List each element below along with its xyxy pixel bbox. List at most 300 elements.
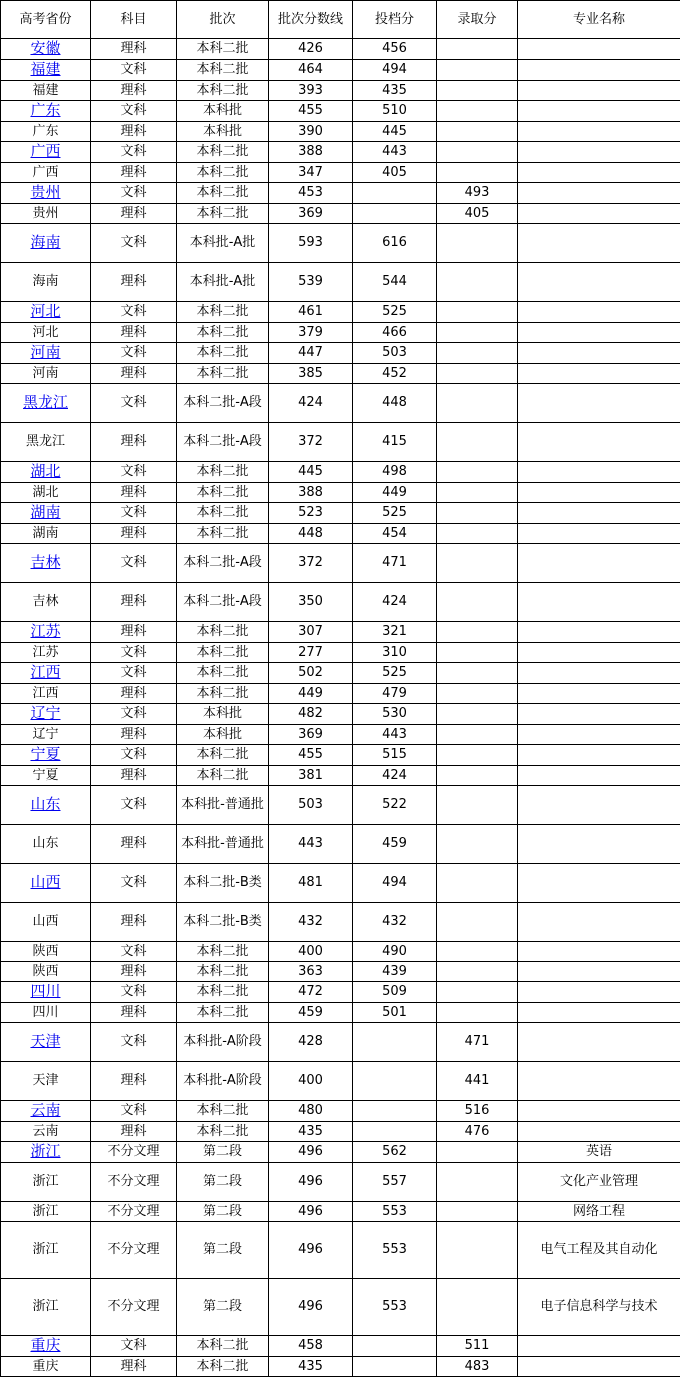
province-link[interactable]: 天津 [30,1032,60,1050]
subject-cell: 文科 [91,302,177,323]
batch-cell: 本科批-A阶段 [177,1062,269,1101]
toudang-score-cell [353,1023,437,1062]
luqu-score-cell: 476 [437,1122,518,1142]
luqu-score-cell [437,163,518,183]
major-cell: 电子信息科学与技术 [518,1279,680,1336]
province-link[interactable]: 山东 [30,795,60,813]
table-row [1,101,680,122]
province-text: 浙江 [32,1174,58,1189]
province-link[interactable]: 安徽 [30,39,60,57]
luqu-score-cell [437,263,518,302]
table-row [1,1163,680,1202]
luqu-score-cell [437,122,518,142]
table-row [1,1279,680,1336]
batch-line-cell: 432 [269,903,353,942]
batch-cell: 第二段 [177,1222,269,1279]
major-cell [518,343,680,364]
major-cell [518,583,680,622]
major-cell [518,302,680,323]
table-row [1,825,680,864]
header-toudang-score: 投档分 [353,1,437,39]
subject-cell: 不分文理 [91,1163,177,1202]
province-link[interactable]: 湖北 [30,462,60,480]
batch-line-cell: 496 [269,1202,353,1222]
batch-cell: 本科二批 [177,1357,269,1377]
toudang-score-cell [353,1122,437,1142]
toudang-score-cell: 432 [353,903,437,942]
luqu-score-cell [437,224,518,263]
province-cell [1,725,91,745]
batch-line-cell: 593 [269,224,353,263]
major-cell [518,60,680,81]
batch-cell: 本科二批 [177,364,269,384]
subject-cell: 理科 [91,1357,177,1377]
luqu-score-cell [437,583,518,622]
province-cell [1,1222,91,1279]
table-row [1,903,680,942]
toudang-score-cell: 553 [353,1279,437,1336]
batch-cell: 本科批-A批 [177,263,269,302]
batch-line-cell: 448 [269,524,353,544]
major-cell [518,1062,680,1101]
province-cell[interactable] [1,224,91,263]
table-row [1,384,680,423]
luqu-score-cell [437,684,518,704]
province-cell[interactable] [1,1101,91,1122]
province-text: 山东 [32,836,58,851]
province-text: 湖北 [32,485,58,500]
province-text: 湖南 [32,526,58,541]
province-link[interactable]: 湖南 [30,503,60,521]
batch-cell: 本科二批 [177,204,269,224]
luqu-score-cell [437,39,518,60]
batch-line-cell: 539 [269,263,353,302]
subject-cell: 理科 [91,323,177,343]
table-row [1,583,680,622]
luqu-score-cell [437,462,518,483]
major-cell [518,224,680,263]
province-cell [1,423,91,462]
batch-cell: 本科批-A批 [177,224,269,263]
batch-line-cell: 379 [269,323,353,343]
major-cell [518,503,680,524]
batch-line-cell: 496 [269,1279,353,1336]
major-cell [518,524,680,544]
toudang-score-cell: 501 [353,1003,437,1023]
table-row [1,942,680,962]
toudang-score-cell [353,204,437,224]
batch-line-cell: 455 [269,101,353,122]
subject-cell: 不分文理 [91,1222,177,1279]
province-link[interactable]: 黑龙江 [23,393,68,411]
subject-cell: 文科 [91,544,177,583]
subject-cell: 理科 [91,766,177,786]
batch-cell: 本科二批 [177,1122,269,1142]
major-cell [518,142,680,163]
batch-line-cell: 347 [269,163,353,183]
major-cell [518,423,680,462]
province-cell[interactable] [1,39,91,60]
major-cell [518,323,680,343]
table-row [1,462,680,483]
province-text: 宁夏 [32,768,58,783]
major-cell [518,81,680,101]
luqu-score-cell [437,1202,518,1222]
toudang-score-cell: 310 [353,643,437,663]
luqu-score-cell [437,825,518,864]
province-text: 重庆 [32,1359,58,1374]
province-cell[interactable] [1,982,91,1003]
province-cell[interactable] [1,544,91,583]
batch-cell: 本科批-普通批 [177,825,269,864]
province-text: 天津 [32,1073,58,1088]
province-cell[interactable] [1,503,91,524]
province-link[interactable]: 四川 [30,982,60,1000]
luqu-score-cell [437,704,518,725]
luqu-score-cell [437,1163,518,1202]
province-link[interactable]: 重庆 [30,1336,60,1354]
header-major: 专业名称 [518,1,680,39]
province-link[interactable]: 福建 [30,60,60,78]
province-cell[interactable] [1,60,91,81]
toudang-score-cell: 544 [353,263,437,302]
batch-line-cell: 447 [269,343,353,364]
toudang-score-cell: 448 [353,384,437,423]
subject-cell: 文科 [91,1101,177,1122]
header-batch: 批次 [177,1,269,39]
luqu-score-cell [437,942,518,962]
luqu-score-cell: 511 [437,1336,518,1357]
toudang-score-cell: 557 [353,1163,437,1202]
province-link[interactable]: 广东 [30,101,60,119]
batch-cell: 本科二批 [177,663,269,684]
header-row [1,1,680,39]
province-text: 云南 [32,1124,58,1139]
province-cell[interactable] [1,384,91,423]
table-row [1,1222,680,1279]
province-text: 吉林 [32,594,58,609]
toudang-score-cell: 479 [353,684,437,704]
province-cell[interactable] [1,462,91,483]
province-cell [1,583,91,622]
header-province: 高考省份 [1,1,91,39]
subject-cell: 理科 [91,423,177,462]
province-cell[interactable] [1,101,91,122]
batch-cell: 本科批 [177,122,269,142]
province-cell [1,323,91,343]
province-text: 广西 [32,165,58,180]
major-cell [518,1003,680,1023]
province-link[interactable]: 浙江 [30,1142,60,1160]
batch-cell: 本科二批 [177,462,269,483]
batch-cell: 本科批-普通批 [177,786,269,825]
luqu-score-cell: 516 [437,1101,518,1122]
toudang-score-cell: 498 [353,462,437,483]
province-cell[interactable] [1,663,91,684]
province-cell[interactable] [1,302,91,323]
province-link[interactable]: 江苏 [30,622,60,640]
table-row [1,1122,680,1142]
header-subject: 科目 [91,1,177,39]
province-cell [1,825,91,864]
luqu-score-cell [437,384,518,423]
table-row [1,745,680,766]
table-row [1,224,680,263]
subject-cell: 文科 [91,1336,177,1357]
luqu-score-cell [437,1142,518,1163]
batch-line-cell: 461 [269,302,353,323]
province-cell[interactable] [1,142,91,163]
province-text: 江西 [32,686,58,701]
province-cell [1,1003,91,1023]
batch-cell: 本科二批 [177,483,269,503]
batch-cell: 第二段 [177,1142,269,1163]
major-cell: 电气工程及其自动化 [518,1222,680,1279]
province-cell[interactable] [1,745,91,766]
subject-cell: 理科 [91,204,177,224]
province-text: 辽宁 [32,727,58,742]
toudang-score-cell: 509 [353,982,437,1003]
batch-line-cell: 482 [269,704,353,725]
major-cell [518,982,680,1003]
luqu-score-cell: 471 [437,1023,518,1062]
luqu-score-cell [437,60,518,81]
toudang-score-cell [353,1357,437,1377]
luqu-score-cell: 483 [437,1357,518,1377]
table-row [1,423,680,462]
batch-line-cell: 480 [269,1101,353,1122]
major-cell [518,1023,680,1062]
luqu-score-cell [437,786,518,825]
batch-line-cell: 435 [269,1357,353,1377]
batch-line-cell: 424 [269,384,353,423]
luqu-score-cell [437,81,518,101]
batch-line-cell: 369 [269,204,353,224]
luqu-score-cell [437,503,518,524]
subject-cell: 理科 [91,263,177,302]
province-cell [1,163,91,183]
batch-line-cell: 445 [269,462,353,483]
major-cell [518,544,680,583]
subject-cell: 理科 [91,725,177,745]
subject-cell: 文科 [91,224,177,263]
subject-cell: 理科 [91,524,177,544]
toudang-score-cell [353,1062,437,1101]
batch-cell: 本科二批 [177,622,269,643]
luqu-score-cell [437,982,518,1003]
subject-cell: 文科 [91,142,177,163]
batch-cell: 本科二批-A段 [177,384,269,423]
luqu-score-cell [437,766,518,786]
province-cell [1,1163,91,1202]
batch-cell: 本科二批 [177,962,269,982]
batch-line-cell: 381 [269,766,353,786]
province-link[interactable]: 江西 [30,663,60,681]
luqu-score-cell [437,903,518,942]
subject-cell: 文科 [91,864,177,903]
province-cell[interactable] [1,183,91,204]
province-cell [1,263,91,302]
subject-cell: 文科 [91,343,177,364]
province-cell [1,483,91,503]
luqu-score-cell [437,423,518,462]
batch-cell: 第二段 [177,1279,269,1336]
batch-cell: 本科二批 [177,343,269,364]
subject-cell: 不分文理 [91,1279,177,1336]
batch-cell: 第二段 [177,1163,269,1202]
province-cell [1,364,91,384]
batch-cell: 本科二批 [177,643,269,663]
subject-cell: 文科 [91,101,177,122]
batch-line-cell: 385 [269,364,353,384]
province-link[interactable]: 云南 [30,1101,60,1119]
batch-line-cell: 428 [269,1023,353,1062]
province-text: 贵州 [32,206,58,221]
subject-cell: 理科 [91,1122,177,1142]
luqu-score-cell [437,323,518,343]
province-link[interactable]: 河南 [30,343,60,361]
luqu-score-cell: 441 [437,1062,518,1101]
table-row [1,60,680,81]
major-cell [518,786,680,825]
table-row [1,982,680,1003]
major-cell [518,704,680,725]
batch-cell: 本科二批 [177,942,269,962]
province-link[interactable]: 贵州 [30,183,60,201]
province-cell [1,1279,91,1336]
province-cell[interactable] [1,1023,91,1062]
toudang-score-cell: 459 [353,825,437,864]
toudang-score-cell: 553 [353,1222,437,1279]
toudang-score-cell [353,1101,437,1122]
batch-line-cell: 443 [269,825,353,864]
toudang-score-cell: 445 [353,122,437,142]
luqu-score-cell [437,101,518,122]
luqu-score-cell [437,302,518,323]
batch-cell: 本科二批 [177,982,269,1003]
luqu-score-cell [437,663,518,684]
header-batch-line: 批次分数线 [269,1,353,39]
province-link[interactable]: 河北 [30,302,60,320]
table-row [1,1062,680,1101]
batch-cell: 本科二批 [177,323,269,343]
table-row [1,1101,680,1122]
province-cell[interactable] [1,864,91,903]
province-cell[interactable] [1,1336,91,1357]
major-cell [518,766,680,786]
subject-cell: 文科 [91,60,177,81]
toudang-score-cell: 415 [353,423,437,462]
luqu-score-cell [437,524,518,544]
batch-line-cell: 390 [269,122,353,142]
toudang-score-cell: 424 [353,766,437,786]
major-cell [518,384,680,423]
subject-cell: 理科 [91,483,177,503]
table-row [1,302,680,323]
batch-line-cell: 350 [269,583,353,622]
batch-line-cell: 388 [269,483,353,503]
province-cell [1,81,91,101]
subject-cell: 理科 [91,1003,177,1023]
toudang-score-cell: 443 [353,725,437,745]
batch-cell: 本科二批 [177,1101,269,1122]
major-cell [518,903,680,942]
province-link[interactable]: 宁夏 [30,745,60,763]
province-link[interactable]: 辽宁 [30,704,60,722]
batch-line-cell: 523 [269,503,353,524]
batch-line-cell: 481 [269,864,353,903]
table-row [1,725,680,745]
major-cell [518,942,680,962]
table-row [1,263,680,302]
major-cell [518,1122,680,1142]
toudang-score-cell: 525 [353,663,437,684]
province-cell [1,524,91,544]
batch-cell: 本科二批 [177,60,269,81]
toudang-score-cell: 452 [353,364,437,384]
subject-cell: 文科 [91,462,177,483]
table-row [1,622,680,643]
batch-cell: 本科二批 [177,163,269,183]
subject-cell: 理科 [91,163,177,183]
province-cell [1,962,91,982]
province-link[interactable]: 山西 [30,873,60,891]
batch-cell: 本科批 [177,725,269,745]
table-row [1,786,680,825]
province-text: 浙江 [32,1242,58,1257]
province-cell[interactable] [1,622,91,643]
toudang-score-cell [353,1336,437,1357]
toudang-score-cell: 435 [353,81,437,101]
province-link[interactable]: 吉林 [30,553,60,571]
table-row [1,544,680,583]
subject-cell: 理科 [91,583,177,622]
batch-line-cell: 363 [269,962,353,982]
toudang-score-cell: 616 [353,224,437,263]
batch-cell: 本科批-A阶段 [177,1023,269,1062]
province-cell[interactable] [1,1142,91,1163]
major-cell [518,643,680,663]
table-row [1,864,680,903]
province-cell[interactable] [1,343,91,364]
luqu-score-cell [437,745,518,766]
province-text: 黑龙江 [26,434,65,449]
province-text: 河北 [32,325,58,340]
province-text: 福建 [32,83,58,98]
subject-cell: 文科 [91,183,177,204]
subject-cell: 理科 [91,122,177,142]
batch-line-cell: 372 [269,544,353,583]
subject-cell: 理科 [91,1062,177,1101]
province-link[interactable]: 海南 [30,233,60,251]
table-row [1,663,680,684]
toudang-score-cell: 553 [353,1202,437,1222]
batch-line-cell: 502 [269,663,353,684]
subject-cell: 文科 [91,503,177,524]
batch-cell: 本科二批 [177,503,269,524]
luqu-score-cell [437,622,518,643]
major-cell [518,962,680,982]
province-cell[interactable] [1,786,91,825]
batch-line-cell: 472 [269,982,353,1003]
batch-line-cell: 503 [269,786,353,825]
province-cell[interactable] [1,704,91,725]
province-cell [1,1357,91,1377]
major-cell [518,622,680,643]
province-link[interactable]: 广西 [30,142,60,160]
toudang-score-cell: 562 [353,1142,437,1163]
major-cell [518,684,680,704]
